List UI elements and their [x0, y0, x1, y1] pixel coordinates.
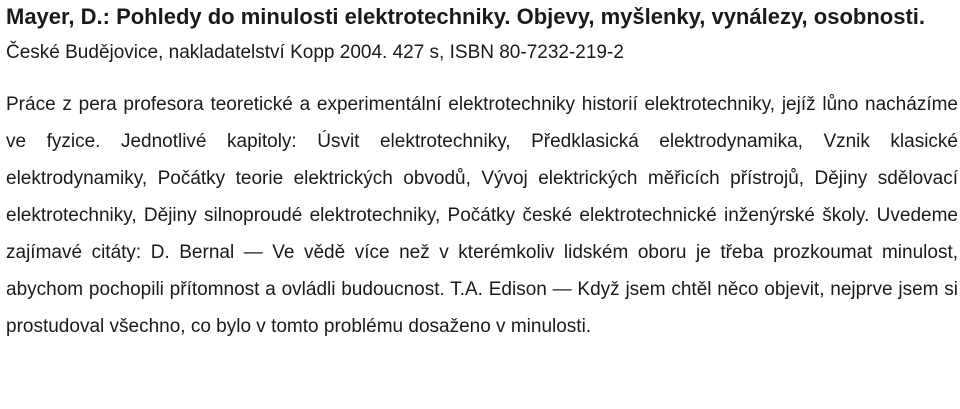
reference-publication: České Budějovice, nakladatelství Kopp 2004. 427 s, ISBN 80-7232-219-2 — [6, 42, 624, 63]
description-paragraph: Práce z pera profesora teoretické a experimentální elektrotechniky historií elektrotechniky, jejíž lůno nacházíme ve fyzice. Jednotlivé kapitoly: Úsvit elektrotechniky, Předklasická elektrodynamika, Vznik klasické elektrodynamiky, Počátky teorie elektrických obvodů, Vývoj elektrických měřicích přístrojů, Dějiny sdělovací elektrotechniky, Dějiny silnoproudé elektrotechniky, Počátky české elektrotechnické inženýrské školy. Uvedeme zajímavé citáty: D. Bernal — Ve vědě více než v kterémkoliv lidském oboru je třeba prozkoumat minulost, abychom pochopili přítomnost a ovládli budoucnost. T.A. Edison — Když jsem chtěl něco objevit, nejprve jsem si prostudoval všechno, co bylo v tomto problému dosaženo v minulosti. — [6, 94, 958, 337]
reference-heading — [6, 0, 958, 70]
reference-title: Pohledy do minulosti elektrotechniky. Objevy, myšlenky, vynálezy, osobnosti. — [116, 4, 925, 29]
document — [6, 0, 958, 345]
reference-author: Mayer, D.: — [6, 4, 110, 29]
